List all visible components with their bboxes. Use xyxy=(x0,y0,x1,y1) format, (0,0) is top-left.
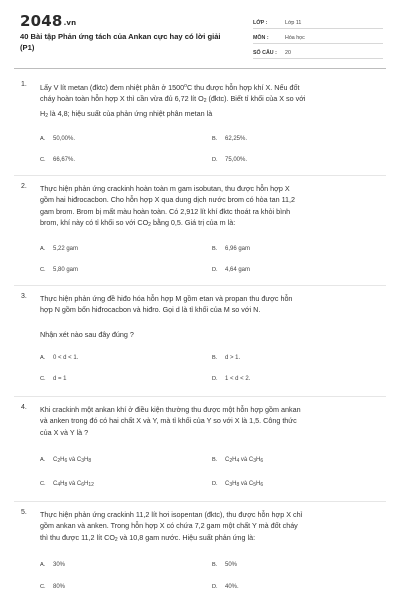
option-c[interactable]: C. d = 1 xyxy=(40,376,67,382)
question-number: 5. xyxy=(21,509,27,516)
question-line: gồm ankan và anken. Trong hỗn hợp X có chứa 7,2 gam một chất Y mà đốt cháy xyxy=(40,521,298,531)
question-prompt: Nhận xét nào sau đây đúng ? xyxy=(40,330,134,339)
question-divider xyxy=(14,501,386,502)
question-number: 1. xyxy=(21,81,27,88)
option-c[interactable]: C. $C_4H_8$ và $C_6H_{12}$ xyxy=(40,481,94,488)
info-value: 20 xyxy=(285,50,291,56)
option-c[interactable]: C. 5,80 gam xyxy=(40,267,79,273)
option-d[interactable]: D. 40%. xyxy=(212,584,239,590)
question-line: Thực hiện phản ứng crackinh hoàn toàn m gam isobutan, thu được hỗn hợp X xyxy=(40,184,290,193)
question-line: hợp N gồm bốn hiđrocacbon và hiđro. Gọi d là tỉ khối của M so với N. xyxy=(40,305,261,315)
question-line: cháy hoàn toàn hỗn hợp X thì cần vừa đủ 6,72 lít $O_2$ (đktc). Biết tỉ khối của X so với xyxy=(40,94,306,105)
option-b[interactable]: B. d > 1. xyxy=(212,355,241,361)
question-line: Khi crackinh một ankan khí ở điều kiện thường thu được một hỗn hợp gồm ankan xyxy=(40,405,301,414)
info-value: Lớp 11 xyxy=(285,20,302,26)
info-row-class xyxy=(253,14,383,29)
option-c[interactable]: C. 66,67%. xyxy=(40,157,76,163)
question-line: và anken trong đó có hai chất X và Y, mà tỉ khối của Y so với X là 1,5. Công thức xyxy=(40,416,297,426)
question-divider xyxy=(14,396,386,397)
info-panel xyxy=(253,14,383,59)
info-row-count xyxy=(253,44,383,59)
option-a[interactable]: A. 30% xyxy=(40,562,66,568)
question-line: Thực hiện phản ứng đề hiđo hóa hỗn hợp M gồm etan và propan thu được hỗn xyxy=(40,294,293,303)
option-d[interactable]: D. 75,00%. xyxy=(212,157,248,163)
option-d[interactable]: D. 4,64 gam xyxy=(212,267,251,273)
question-line: gam brom. Brom bị mất màu hoàn toàn. Có 2,912 lít khí đktc thoát ra khỏi bình xyxy=(40,206,291,216)
header-divider xyxy=(14,68,386,69)
info-row-subject xyxy=(253,29,383,44)
info-value: Hóa học xyxy=(285,35,305,41)
question-line: gồm hai hiđrocacbon. Cho hỗn hợp X qua dung dịch nước brom có hòa tan 11,2 xyxy=(40,195,296,205)
option-d[interactable]: D. $C_3H_8$ và $C_5H_6$ xyxy=(212,481,264,488)
option-b[interactable]: B. 6,96 gam xyxy=(212,246,251,252)
option-b[interactable]: B. 62,25%. xyxy=(212,136,248,142)
question-text xyxy=(40,293,380,316)
question-number: 4. xyxy=(21,404,27,411)
site-logo[interactable]: 2048.vn xyxy=(20,12,77,30)
option-c[interactable]: C. 80% xyxy=(40,584,66,590)
question-divider xyxy=(14,285,386,286)
info-label: MÔN : xyxy=(253,35,269,41)
option-a[interactable]: A. $C_2H_6$ và $C_3H_8$ xyxy=(40,457,92,464)
option-b[interactable]: B. 50% xyxy=(212,562,238,568)
question-line: brom, khí này có tỉ khối so với $CO_2$ bằng 0,5. Giá trị của m là: xyxy=(40,218,236,229)
question-number: 2. xyxy=(21,183,27,190)
option-b[interactable]: B. $C_2H_4$ và $C_3H_6$ xyxy=(212,457,264,464)
question-line: Lấy V lít metan (đktc) đem nhiệt phân ở 1500$^o$C thu được hỗn hợp khí X. Nếu đốt xyxy=(40,83,300,92)
question-text xyxy=(40,81,380,122)
option-a[interactable]: A. 50,00%. xyxy=(40,136,76,142)
question-line: Thực hiện phản ứng crackinh 11,2 lít hơi isopentan (đktc), thu được hỗn hợp X chỉ xyxy=(40,510,303,519)
question-line: của X và Y là ? xyxy=(40,427,89,437)
info-label: SỐ CÂU : xyxy=(253,50,277,56)
question-line: thì thu được 11,2 lít $CO_2$ và 10,8 gam nước. Hiệu suất phản ứng là: xyxy=(40,532,256,543)
option-a[interactable]: A. 5,22 gam xyxy=(40,246,79,252)
page-title: 40 Bài tập Phản ứng tách của Ankan cực hay có lời giải (P1) xyxy=(20,32,221,52)
option-d[interactable]: D. 1 < d < 2. xyxy=(212,376,251,382)
question-text xyxy=(40,404,380,438)
question-text xyxy=(40,183,380,232)
question-line: $H_2$ là 4,8; hiệu suất của phản ứng nhiệt phân metan là xyxy=(40,108,213,119)
question-text xyxy=(40,509,380,546)
info-label: LỚP : xyxy=(253,20,268,26)
option-a[interactable]: A. 0 < d < 1. xyxy=(40,355,79,361)
question-number: 3. xyxy=(21,293,27,300)
question-divider xyxy=(14,175,386,176)
